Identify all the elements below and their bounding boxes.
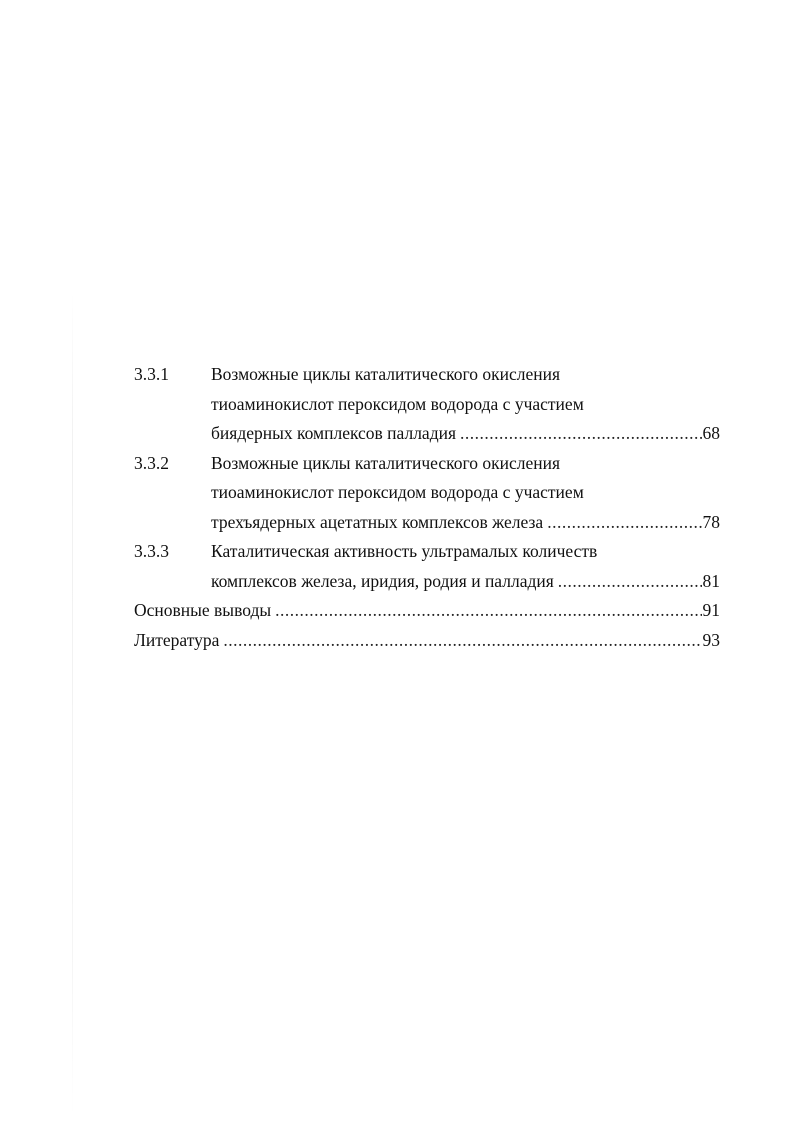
toc-leader-row [134,596,720,626]
toc-entry-title: Литература [134,629,220,650]
toc-entry-3-3-1-line-3[interactable] [134,419,720,449]
toc-entry-literature[interactable] [134,626,720,656]
toc-entry-3-3-1-line-2 [134,390,720,420]
toc-entry-number: 3.3.3 [134,541,169,561]
dot-leader [460,419,701,449]
toc-page-number: 81 [702,570,720,591]
toc-entry-title-line: Каталитическая активность ультрамалых количеств [211,541,598,561]
toc-entry-3-3-1-line-1 [134,360,720,390]
table-of-contents [134,360,720,655]
toc-page-number: 93 [702,629,720,650]
toc-entry-3-3-2-line-3[interactable] [134,508,720,538]
toc-entry-number: 3.3.2 [134,452,169,473]
toc-page-number: 68 [702,423,720,443]
dot-leader [558,567,702,597]
toc-leader-row [211,567,720,597]
dot-leader [275,596,701,626]
toc-entry-title-line: тиоаминокислот пероксидом водорода с участием [211,393,584,414]
toc-leader-row [211,419,720,449]
toc-entry-3-3-3-line-2[interactable] [134,567,720,597]
toc-page-number: 78 [702,511,720,532]
dot-leader [223,626,701,656]
toc-leader-row [211,508,720,538]
scan-shadow [72,290,73,1120]
toc-entry-title-line: Возможные циклы каталитического окисления [211,452,561,473]
toc-entry-number: 3.3.1 [134,364,169,384]
toc-entry-conclusions[interactable] [134,596,720,626]
toc-entry-title-line: комплексов железа, иридия, родия и палладия [211,570,554,591]
toc-page-number: 91 [702,600,720,620]
toc-leader-row [134,626,720,656]
toc-entry-title-line: биядерных комплексов палладия [211,423,457,443]
toc-entry-3-3-3-line-1 [134,537,720,567]
toc-entry-title-line: трехъядерных ацетатных комплексов железа [211,511,544,532]
toc-entry-title-line: тиоаминокислот пероксидом водорода с участием [211,482,584,502]
dot-leader [547,508,701,538]
toc-entry-title: Основные выводы [134,600,272,620]
toc-entry-title-line: Возможные циклы каталитического окисления [211,364,561,384]
toc-entry-3-3-2-line-1 [134,449,720,479]
toc-entry-3-3-2-line-2 [134,478,720,508]
